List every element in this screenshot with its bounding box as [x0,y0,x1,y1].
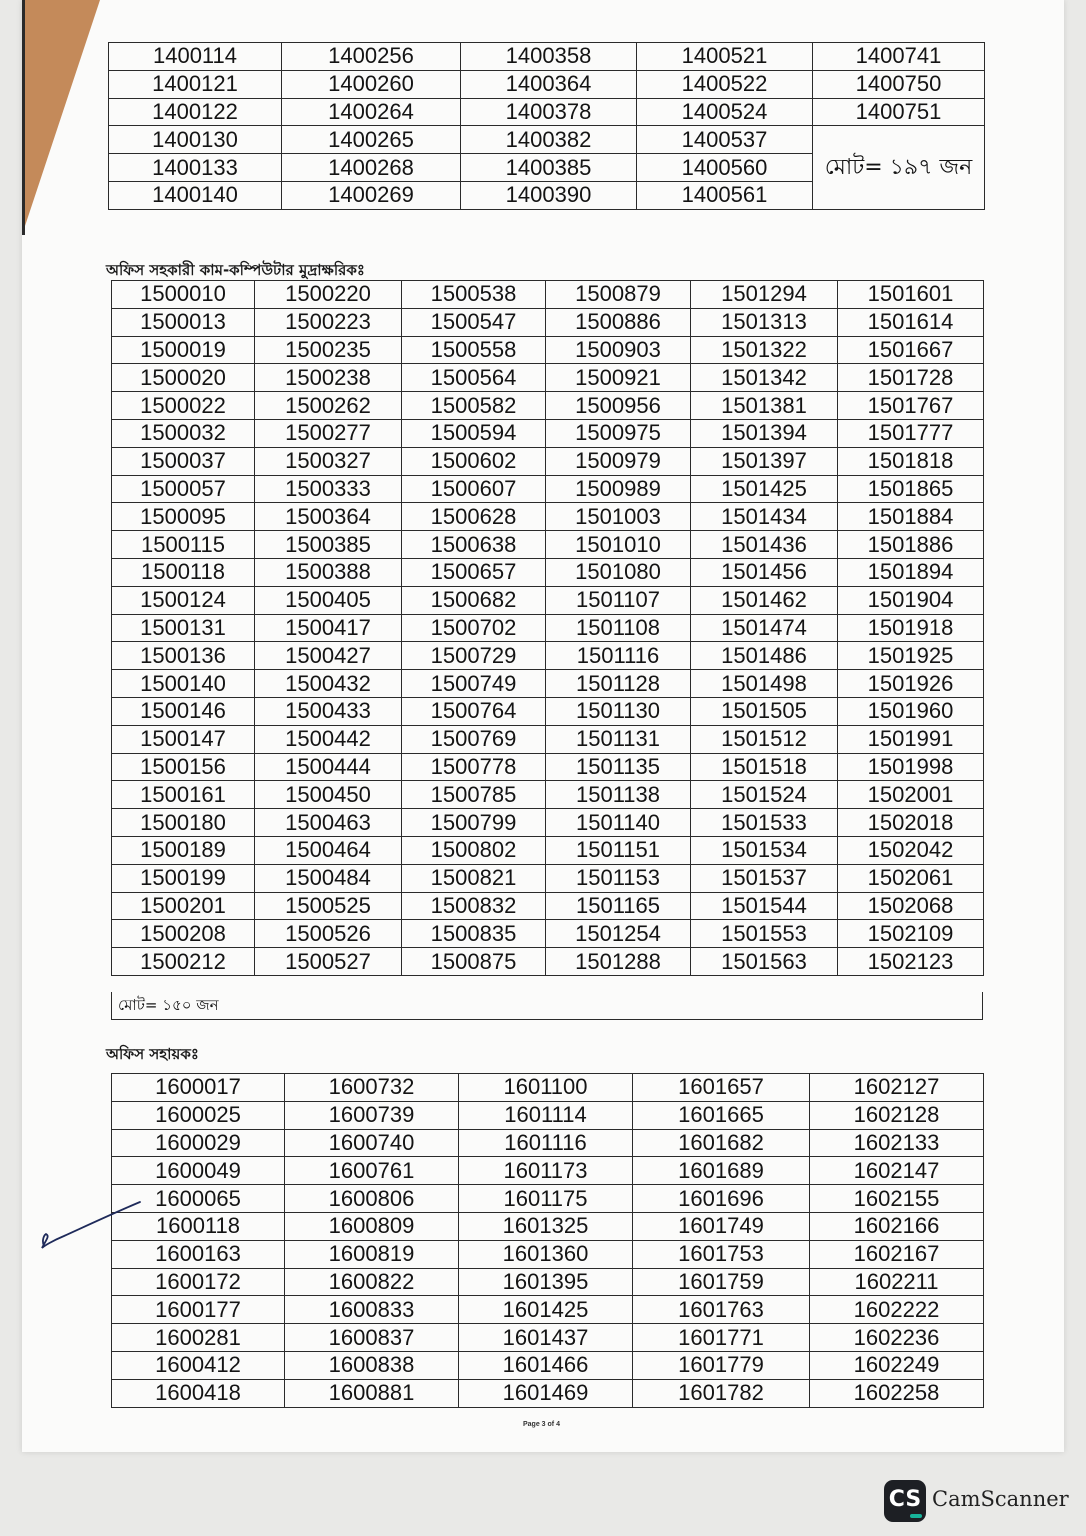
id-cell: 1601395 [459,1268,633,1296]
id-cell: 1501116 [546,642,691,670]
id-cell: 1500262 [255,392,402,420]
id-cell: 1500417 [255,614,402,642]
pen-tick-mark-icon [36,1196,146,1256]
id-cell: 1502068 [838,892,984,920]
id-cell: 1500180 [112,809,255,837]
id-cell: 1500444 [255,753,402,781]
id-cell: 1602155 [810,1185,984,1213]
id-cell: 1501456 [691,558,838,586]
id-cell: 1601665 [633,1101,810,1129]
id-cell: 1400390 [461,181,637,209]
id-cell: 1500013 [112,308,255,336]
id-cell: 1500638 [402,531,546,559]
id-cell: 1601771 [633,1324,810,1352]
id-cell: 1601116 [459,1129,633,1157]
id-cell: 1500526 [255,920,402,948]
id-cell: 1500131 [112,614,255,642]
id-cell: 1500835 [402,920,546,948]
id-cell: 1500769 [402,725,546,753]
id-cell: 1502001 [838,781,984,809]
id-cell: 1400364 [461,70,637,98]
id-cell: 1400378 [461,98,637,126]
id-cell: 1500558 [402,336,546,364]
table-row [112,419,984,447]
id-cell: 1501865 [838,475,984,503]
table-row [112,892,984,920]
id-cell: 1601682 [633,1129,810,1157]
table-row [112,392,984,420]
table-row [112,1296,984,1324]
id-cell: 1601689 [633,1157,810,1185]
id-cell: 1400256 [282,43,461,71]
id-cell: 1500975 [546,419,691,447]
id-cell: 1501614 [838,308,984,336]
id-cell: 1400140 [109,181,282,209]
id-cell: 1601100 [459,1074,633,1102]
desk-corner-shadow [22,0,100,235]
id-cell: 1601749 [633,1212,810,1240]
id-cell: 1500124 [112,586,255,614]
table-row [112,1240,984,1268]
id-cell: 1500156 [112,753,255,781]
id-cell: 1400122 [109,98,282,126]
id-cell: 1501998 [838,753,984,781]
table-row [112,1379,984,1407]
id-cell: 1500628 [402,503,546,531]
id-cell: 1500095 [112,503,255,531]
id-cell: 1601425 [459,1296,633,1324]
id-cell: 1500886 [546,308,691,336]
id-cell: 1500019 [112,336,255,364]
id-cell: 1500464 [255,836,402,864]
id-cell: 1602236 [810,1324,984,1352]
id-cell: 1602249 [810,1351,984,1379]
table-row [112,1185,984,1213]
id-cell: 1600025 [112,1101,285,1129]
id-cell: 1500057 [112,475,255,503]
id-cell: 1600806 [285,1185,459,1213]
id-cell: 1501667 [838,336,984,364]
id-cell: 1400537 [637,126,813,154]
table-row [112,531,984,559]
table-row [112,281,984,309]
id-cell: 1500118 [112,558,255,586]
id-cell: 1500657 [402,558,546,586]
id-cell: 1501254 [546,920,691,948]
section2-heading: অফিস সহকারী কাম-কম্পিউটার মুদ্রাক্ষরিকঃ [106,261,365,279]
id-cell: 1500020 [112,364,255,392]
id-cell: 1501108 [546,614,691,642]
id-cell: 1602127 [810,1074,984,1102]
id-cell: 1501434 [691,503,838,531]
id-cell: 1500388 [255,558,402,586]
id-cell: 1500538 [402,281,546,309]
id-cell: 1500199 [112,864,255,892]
id-cell: 1501524 [691,781,838,809]
table-row [112,308,984,336]
id-cell: 1600049 [112,1157,285,1185]
id-cell: 1400265 [282,126,461,154]
id-cell: 1500427 [255,642,402,670]
id-cell: 1400114 [109,43,282,71]
id-cell: 1500525 [255,892,402,920]
id-cell: 1600838 [285,1351,459,1379]
id-cell: 1500547 [402,308,546,336]
table-row [112,1212,984,1240]
id-cell: 1500442 [255,725,402,753]
id-cell: 1600740 [285,1129,459,1157]
id-cell: 1601696 [633,1185,810,1213]
id-cell: 1500212 [112,948,255,976]
id-cell: 1500582 [402,392,546,420]
table-row [112,503,984,531]
table-row [112,614,984,642]
id-cell: 1602258 [810,1379,984,1407]
id-cell: 1501010 [546,531,691,559]
id-cell: 1600412 [112,1351,285,1379]
id-cell: 1500802 [402,836,546,864]
id-cell: 1600761 [285,1157,459,1185]
camscanner-logo-icon: CS [884,1480,926,1522]
id-cell: 1400385 [461,154,637,182]
table-row [109,98,985,126]
id-cell: 1500602 [402,447,546,475]
table-row [112,1268,984,1296]
id-cell: 1500032 [112,419,255,447]
section-total: মোট= ১৯৭ জন [813,126,985,209]
id-cell: 1501131 [546,725,691,753]
id-cell: 1501128 [546,670,691,698]
id-cell: 1500385 [255,531,402,559]
id-cell: 1600029 [112,1129,285,1157]
id-cell: 1500921 [546,364,691,392]
id-cell: 1400358 [461,43,637,71]
table-row [112,1101,984,1129]
id-cell: 1500333 [255,475,402,503]
id-cell: 1600418 [112,1379,285,1407]
id-cell: 1500201 [112,892,255,920]
id-cell: 1600163 [112,1240,285,1268]
table-row [112,781,984,809]
id-cell: 1601753 [633,1240,810,1268]
id-cell: 1500208 [112,920,255,948]
id-cell: 1500327 [255,447,402,475]
id-cell: 1600017 [112,1074,285,1102]
id-cell: 1601469 [459,1379,633,1407]
table-row [112,809,984,837]
id-cell: 1500364 [255,503,402,531]
id-cell: 1602166 [810,1212,984,1240]
id-cell: 1400522 [637,70,813,98]
id-cell: 1500450 [255,781,402,809]
id-cell: 1602133 [810,1129,984,1157]
id-cell: 1500405 [255,586,402,614]
table-row [112,725,984,753]
id-cell: 1600822 [285,1268,459,1296]
id-cell: 1500729 [402,642,546,670]
table-row [112,697,984,725]
id-cell: 1501767 [838,392,984,420]
id-cell: 1501563 [691,948,838,976]
id-cell: 1601657 [633,1074,810,1102]
table-row [112,948,984,976]
id-cell: 1500702 [402,614,546,642]
id-cell: 1400268 [282,154,461,182]
id-cell: 1600881 [285,1379,459,1407]
table-row [112,753,984,781]
id-cell: 1501486 [691,642,838,670]
id-cell: 1400269 [282,181,461,209]
id-cell: 1500022 [112,392,255,420]
id-cell: 1502123 [838,948,984,976]
id-cell: 1500277 [255,419,402,447]
id-cell: 1501498 [691,670,838,698]
id-cell: 1501135 [546,753,691,781]
id-cell: 1400260 [282,70,461,98]
id-cell: 1500778 [402,753,546,781]
id-cell: 1400741 [813,43,985,71]
table-row [112,864,984,892]
id-cell: 1500161 [112,781,255,809]
id-cell: 1501926 [838,670,984,698]
id-cell: 1501003 [546,503,691,531]
id-cell: 1601759 [633,1268,810,1296]
table-row [112,1074,984,1102]
page-edge [22,0,25,235]
id-cell: 1500979 [546,447,691,475]
id-cell: 1400264 [282,98,461,126]
id-cell: 1500875 [402,948,546,976]
id-cell: 1502018 [838,809,984,837]
id-cell: 1400121 [109,70,282,98]
id-cell: 1600172 [112,1268,285,1296]
id-cell: 1501342 [691,364,838,392]
table-row [112,336,984,364]
id-cell: 1500223 [255,308,402,336]
id-cell: 1500785 [402,781,546,809]
id-cell: 1500220 [255,281,402,309]
id-cell: 1501394 [691,419,838,447]
id-cell: 1600732 [285,1074,459,1102]
section2-table [111,280,984,976]
id-cell: 1400561 [637,181,813,209]
table-row [109,70,985,98]
id-cell: 1500989 [546,475,691,503]
id-cell: 1602147 [810,1157,984,1185]
id-cell: 1501107 [546,586,691,614]
id-cell: 1501534 [691,836,838,864]
id-cell: 1501818 [838,447,984,475]
id-cell: 1601782 [633,1379,810,1407]
id-cell: 1500682 [402,586,546,614]
id-cell: 1601114 [459,1101,633,1129]
camscanner-watermark: CamScanner [932,1487,1069,1511]
id-cell: 1602128 [810,1101,984,1129]
id-cell: 1500146 [112,697,255,725]
table-row [112,836,984,864]
section3-heading: অফিস সহায়কঃ [106,1045,199,1063]
id-cell: 1501153 [546,864,691,892]
table-row [109,126,985,154]
id-cell: 1501130 [546,697,691,725]
id-cell: 1400130 [109,126,282,154]
id-cell: 1500189 [112,836,255,864]
id-cell: 1400133 [109,154,282,182]
id-cell: 1600819 [285,1240,459,1268]
table-row [112,1324,984,1352]
section1-table [108,42,985,210]
id-cell: 1601360 [459,1240,633,1268]
id-cell: 1500764 [402,697,546,725]
id-cell: 1602167 [810,1240,984,1268]
table-row [109,43,985,71]
id-cell: 1500527 [255,948,402,976]
page-number: Page 3 of 4 [523,1421,560,1428]
id-cell: 1500433 [255,697,402,725]
id-cell: 1500749 [402,670,546,698]
table-row [112,475,984,503]
id-cell: 1500136 [112,642,255,670]
section2-total: মোট= ১৫০ জন [111,992,983,1020]
id-cell: 1501960 [838,697,984,725]
id-cell: 1501436 [691,531,838,559]
id-cell: 1500564 [402,364,546,392]
id-cell: 1501918 [838,614,984,642]
id-cell: 1500115 [112,531,255,559]
id-cell: 1501474 [691,614,838,642]
id-cell: 1501425 [691,475,838,503]
id-cell: 1501904 [838,586,984,614]
id-cell: 1501512 [691,725,838,753]
id-cell: 1501553 [691,920,838,948]
id-cell: 1501777 [838,419,984,447]
id-cell: 1600065 [112,1185,285,1213]
id-cell: 1500010 [112,281,255,309]
id-cell: 1501518 [691,753,838,781]
id-cell: 1501294 [691,281,838,309]
table-row [112,1157,984,1185]
id-cell: 1601437 [459,1324,633,1352]
id-cell: 1501505 [691,697,838,725]
id-cell: 1400751 [813,98,985,126]
id-cell: 1501140 [546,809,691,837]
id-cell: 1400750 [813,70,985,98]
id-cell: 1501313 [691,308,838,336]
table-row [112,447,984,475]
id-cell: 1400524 [637,98,813,126]
id-cell: 1501886 [838,531,984,559]
id-cell: 1501397 [691,447,838,475]
id-cell: 1500432 [255,670,402,698]
id-cell: 1502042 [838,836,984,864]
id-cell: 1500238 [255,364,402,392]
table-row [112,670,984,698]
id-cell: 1501544 [691,892,838,920]
id-cell: 1601763 [633,1296,810,1324]
table-row [112,558,984,586]
id-cell: 1600118 [112,1212,285,1240]
id-cell: 1500821 [402,864,546,892]
id-cell: 1500956 [546,392,691,420]
id-cell: 1601175 [459,1185,633,1213]
section3-table [111,1073,984,1408]
id-cell: 1501322 [691,336,838,364]
id-cell: 1501728 [838,364,984,392]
id-cell: 1500140 [112,670,255,698]
id-cell: 1500147 [112,725,255,753]
id-cell: 1500903 [546,336,691,364]
table-row [112,642,984,670]
id-cell: 1501080 [546,558,691,586]
table-row [112,364,984,392]
id-cell: 1502109 [838,920,984,948]
id-cell: 1600739 [285,1101,459,1129]
id-cell: 1501991 [838,725,984,753]
id-cell: 1400560 [637,154,813,182]
id-cell: 1600837 [285,1324,459,1352]
table-row [112,1351,984,1379]
id-cell: 1501894 [838,558,984,586]
id-cell: 1500484 [255,864,402,892]
id-cell: 1501462 [691,586,838,614]
id-cell: 1501601 [838,281,984,309]
id-cell: 1500594 [402,419,546,447]
id-cell: 1501925 [838,642,984,670]
id-cell: 1600809 [285,1212,459,1240]
id-cell: 1501151 [546,836,691,864]
id-cell: 1501288 [546,948,691,976]
id-cell: 1501533 [691,809,838,837]
id-cell: 1500879 [546,281,691,309]
id-cell: 1601466 [459,1351,633,1379]
id-cell: 1500607 [402,475,546,503]
id-cell: 1601779 [633,1351,810,1379]
id-cell: 1500832 [402,892,546,920]
id-cell: 1600177 [112,1296,285,1324]
id-cell: 1400382 [461,126,637,154]
id-cell: 1501165 [546,892,691,920]
id-cell: 1601173 [459,1157,633,1185]
id-cell: 1400521 [637,43,813,71]
id-cell: 1501537 [691,864,838,892]
id-cell: 1602222 [810,1296,984,1324]
id-cell: 1500799 [402,809,546,837]
table-row [112,1129,984,1157]
table-row [112,586,984,614]
table-row [112,920,984,948]
id-cell: 1502061 [838,864,984,892]
id-cell: 1602211 [810,1268,984,1296]
id-cell: 1500235 [255,336,402,364]
id-cell: 1600833 [285,1296,459,1324]
id-cell: 1501381 [691,392,838,420]
id-cell: 1601325 [459,1212,633,1240]
id-cell: 1501138 [546,781,691,809]
id-cell: 1501884 [838,503,984,531]
id-cell: 1500463 [255,809,402,837]
id-cell: 1600281 [112,1324,285,1352]
id-cell: 1500037 [112,447,255,475]
